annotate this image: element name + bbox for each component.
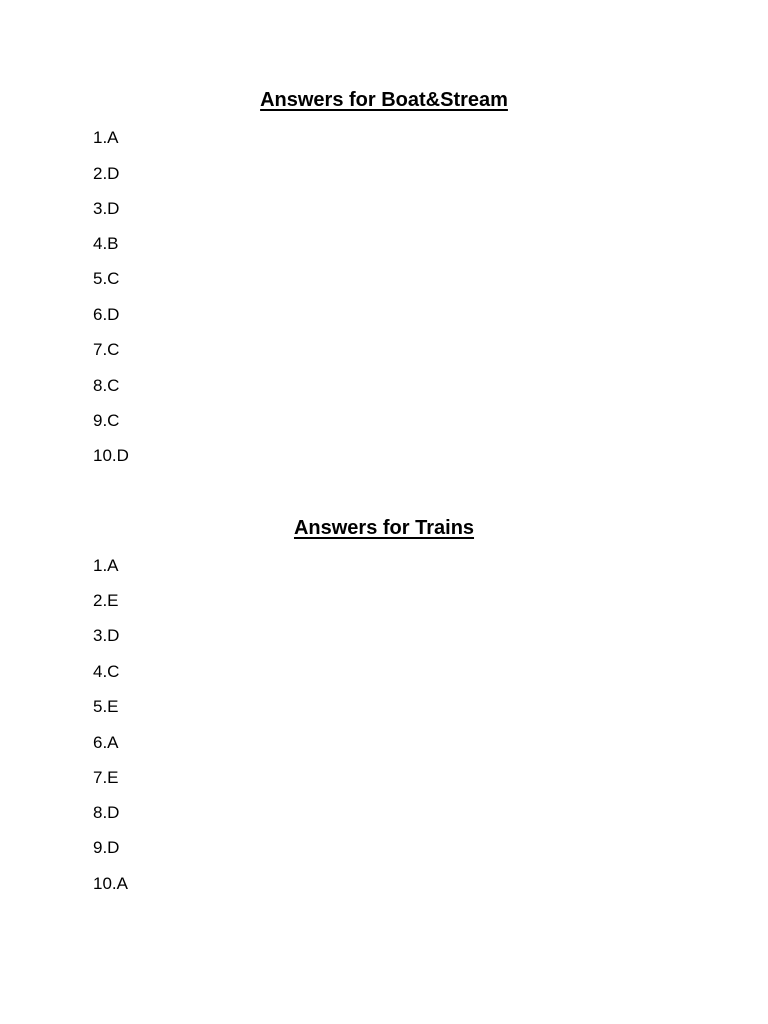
answer-item: 4.C (93, 662, 120, 681)
answer-item: 10.A (93, 874, 128, 893)
answer-item: 7.E (93, 768, 119, 787)
answer-item: 3.D (93, 626, 120, 645)
answer-item: 6.A (93, 733, 119, 752)
answer-item: 5.C (93, 269, 120, 288)
answer-item: 9.D (93, 838, 120, 857)
answer-item: 2.E (93, 591, 119, 610)
answer-item: 3.D (93, 199, 120, 218)
section-title-trains: Answers for Trains (293, 517, 475, 539)
answer-item: 4.B (93, 234, 119, 253)
answer-item: 8.D (93, 803, 120, 822)
answer-item: 9.C (93, 411, 120, 430)
answer-item: 5.E (93, 697, 119, 716)
section-title-boat-stream: Answers for Boat&Stream (260, 89, 508, 111)
answer-item: 6.D (93, 305, 120, 324)
answer-item: 7.C (93, 340, 120, 359)
answer-item: 1.A (93, 128, 119, 147)
answer-item: 1.A (93, 556, 119, 575)
answer-item: 10.D (93, 446, 129, 465)
answer-item: 2.D (93, 164, 120, 183)
answer-item: 8.C (93, 376, 120, 395)
